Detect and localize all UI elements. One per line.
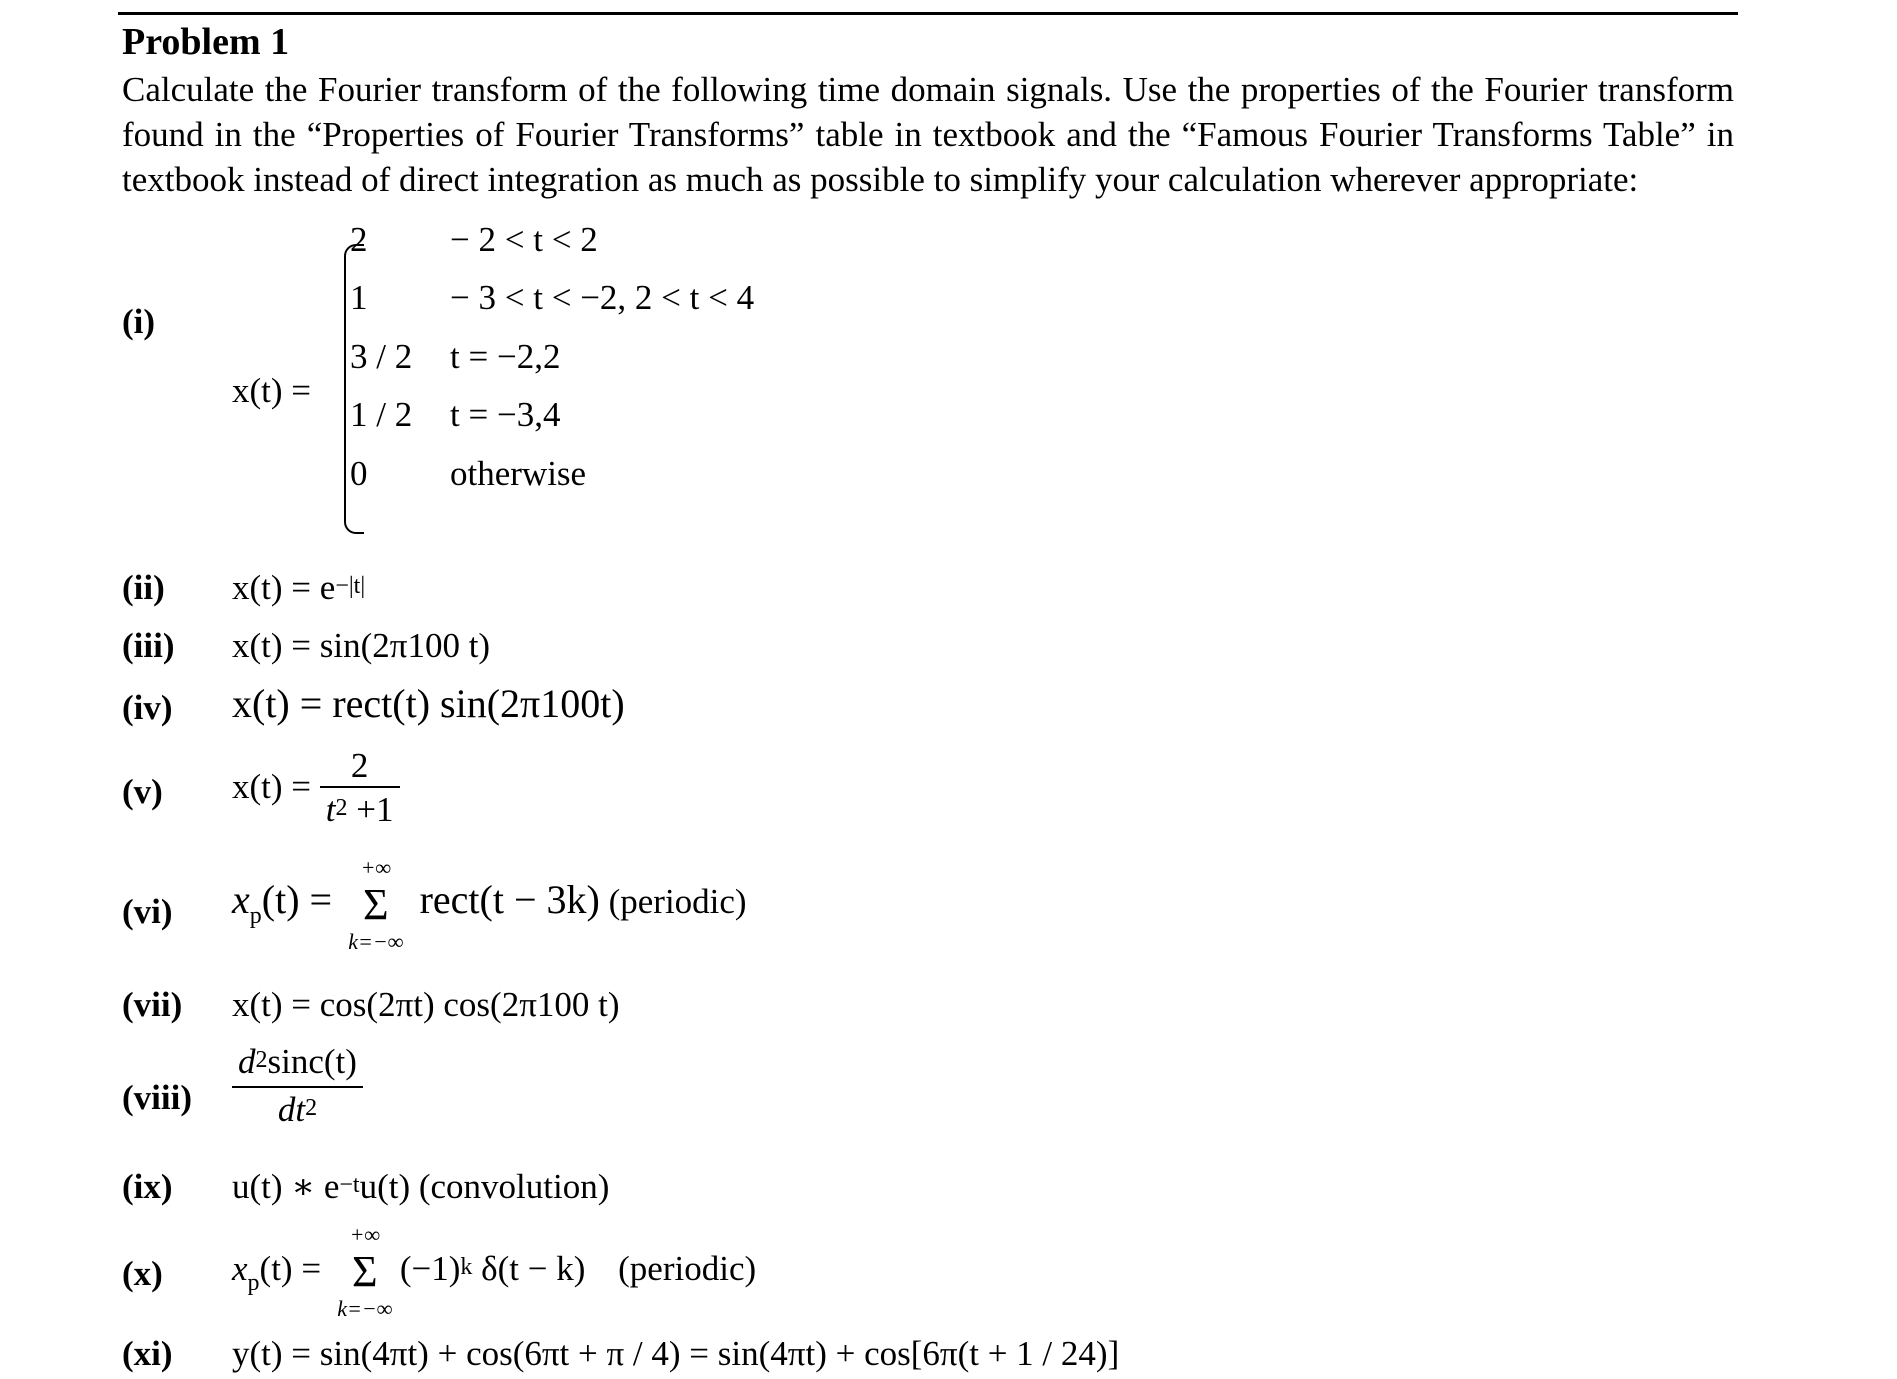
expression-lhs: u(t) ∗ e bbox=[232, 1167, 340, 1206]
case-condition: − 2 < t < 2 bbox=[450, 220, 598, 259]
sum-body: rect(t − 3k) bbox=[419, 877, 600, 923]
fraction-denominator bbox=[320, 786, 400, 834]
item-label-i: (i) bbox=[122, 302, 156, 341]
convolution-note: (convolution) bbox=[418, 1167, 610, 1206]
item-label-iii: (iii) bbox=[122, 626, 175, 665]
case-condition: t = −3,4 bbox=[450, 395, 561, 434]
item-label-vii: (vii) bbox=[122, 985, 183, 1024]
num-rest: sinc(t) bbox=[267, 1042, 357, 1081]
item-label-ix: (ix) bbox=[122, 1167, 173, 1206]
den-exponent: 2 bbox=[305, 1095, 318, 1121]
expression-iii: x(t) = sin(2π100 t) bbox=[232, 626, 491, 665]
problem-title: Problem 1 bbox=[122, 21, 290, 63]
sum-body-post: δ(t − k) bbox=[472, 1249, 586, 1289]
case-row-3 bbox=[350, 337, 560, 377]
den-base: t bbox=[325, 790, 336, 829]
expression-text: x(t) = e bbox=[232, 568, 336, 607]
den-rest: +1 bbox=[347, 790, 394, 829]
case-row-1 bbox=[350, 220, 598, 260]
top-rule bbox=[118, 12, 1738, 15]
item-label-xi: (xi) bbox=[122, 1334, 173, 1373]
lhs-base: x bbox=[232, 1249, 248, 1289]
lhs-rest: (t) = bbox=[259, 1249, 322, 1289]
expression-viii bbox=[232, 1042, 363, 1134]
num-base: d bbox=[238, 1042, 256, 1081]
expression-v bbox=[232, 746, 400, 834]
case-condition: t = −2,2 bbox=[450, 337, 561, 376]
expression-iv: x(t) = rect(t) sin(2π100t) bbox=[232, 681, 625, 726]
periodic-note: (periodic) bbox=[618, 1249, 757, 1289]
den-exponent: 2 bbox=[335, 795, 348, 821]
case-value: 1 bbox=[350, 278, 368, 317]
item-label-x: (x) bbox=[122, 1254, 163, 1293]
expression-vi bbox=[232, 855, 747, 955]
item-label-iv: (iv) bbox=[122, 688, 173, 727]
sum-upper-limit: +∞ bbox=[360, 855, 392, 880]
case-value: 3 / 2 bbox=[350, 337, 413, 376]
item-label-v: (v) bbox=[122, 772, 163, 811]
item-label-ii: (ii) bbox=[122, 568, 165, 607]
periodic-note: (periodic) bbox=[608, 882, 747, 922]
case-condition: otherwise bbox=[450, 454, 587, 493]
exponent: −|t| bbox=[335, 573, 366, 599]
sum-lower-limit: k=−∞ bbox=[337, 1296, 393, 1321]
expression-ii bbox=[232, 568, 365, 612]
fraction-denominator bbox=[232, 1086, 363, 1134]
item-label-vi: (vi) bbox=[122, 892, 173, 931]
sigma-symbol: Σ bbox=[363, 880, 389, 929]
expression-vii: x(t) = cos(2πt) cos(2π100 t) bbox=[232, 985, 620, 1024]
den-base: dt bbox=[277, 1090, 306, 1129]
case-condition: − 3 < t < −2, 2 < t < 4 bbox=[450, 278, 755, 317]
expression-ix bbox=[232, 1167, 609, 1211]
sum-lower-limit: k=−∞ bbox=[348, 929, 404, 954]
lhs-base: x bbox=[232, 877, 250, 923]
summation bbox=[334, 1222, 396, 1322]
piecewise-lhs: x(t) = bbox=[232, 371, 312, 410]
case-value: 0 bbox=[350, 454, 368, 493]
fraction bbox=[320, 746, 400, 834]
lhs-subscript: p bbox=[249, 903, 262, 930]
case-value: 1 / 2 bbox=[350, 395, 413, 434]
case-row-2 bbox=[350, 278, 754, 318]
sigma-symbol: Σ bbox=[352, 1247, 378, 1296]
num-exponent: 2 bbox=[255, 1047, 268, 1073]
exponent: −t bbox=[339, 1172, 360, 1198]
case-row-5 bbox=[350, 454, 586, 494]
item-label-viii: (viii) bbox=[122, 1078, 192, 1117]
case-row-4 bbox=[350, 395, 560, 435]
problem-intro: Calculate the Fourier transform of the following time domain signals. Use the properties of the Fourier transform found in the “Properties of Fourier Transforms” table in textbook and the “Famous Fourier Transforms Table” in textbook instead of direct integration as much as possible to simplify your calculation wherever appropriate: bbox=[122, 70, 1734, 199]
expression-xi: y(t) = sin(4πt) + cos(6πt + π / 4) = sin(4πt) + cos[6π(t + 1 / 24)] bbox=[232, 1334, 1120, 1373]
expression-x bbox=[232, 1222, 756, 1322]
summation bbox=[345, 855, 407, 955]
case-value: 2 bbox=[350, 220, 368, 259]
fraction-numerator bbox=[232, 1042, 363, 1086]
sum-upper-limit: +∞ bbox=[349, 1222, 381, 1247]
fraction-numerator: 2 bbox=[350, 746, 369, 785]
lhs-rest: (t) = bbox=[261, 877, 333, 923]
sum-body-exponent: k bbox=[460, 1254, 473, 1281]
expression-lhs: x(t) = bbox=[232, 767, 312, 807]
expression-rest: u(t) bbox=[359, 1167, 411, 1206]
sum-body-pre: (−1) bbox=[399, 1249, 461, 1289]
derivative-fraction bbox=[232, 1042, 363, 1134]
lhs-subscript: p bbox=[247, 1270, 260, 1297]
